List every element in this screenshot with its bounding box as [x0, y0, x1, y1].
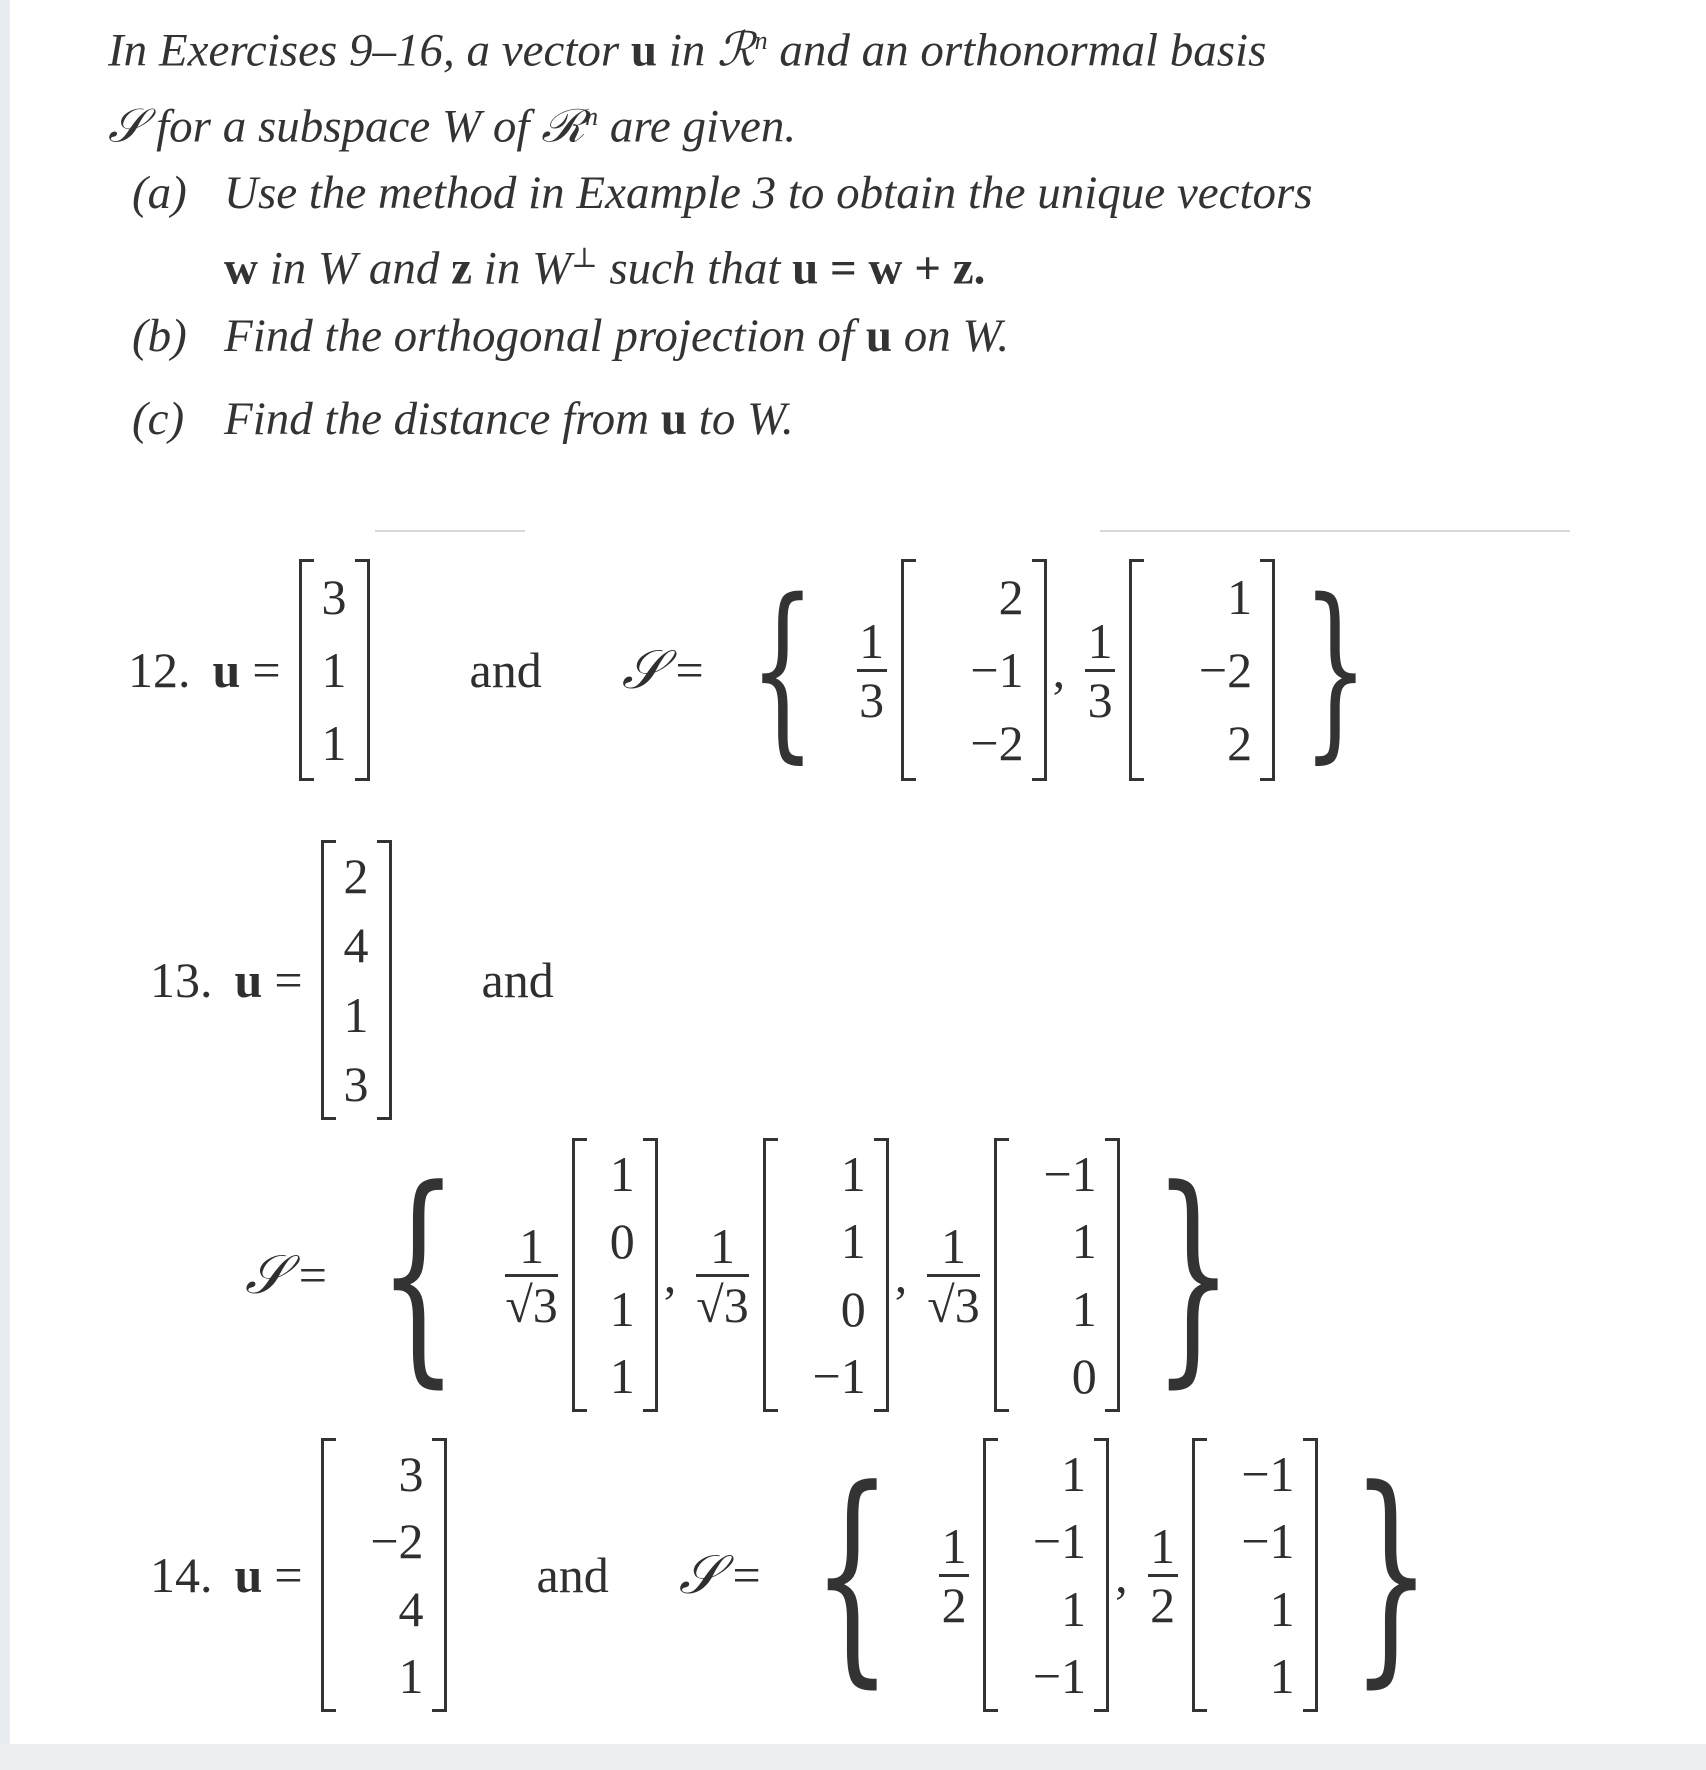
- part-text: Find the distance from: [224, 393, 661, 445]
- intro-text: in ℛ: [657, 24, 755, 77]
- part-text: Find the orthogonal projection of: [224, 310, 866, 362]
- matrix-entry: −2: [970, 715, 1024, 771]
- matrix-entry: −2: [370, 1513, 424, 1570]
- vector-u: u: [212, 642, 241, 698]
- fraction-num: 1: [941, 1517, 967, 1574]
- fraction: [1148, 1518, 1178, 1633]
- equals-sign: =: [298, 1247, 327, 1303]
- fraction: [505, 1218, 557, 1333]
- matrix-entry: 0: [840, 1280, 866, 1337]
- matrix-u: [299, 559, 370, 781]
- matrix-u: [321, 1438, 447, 1712]
- basis-vector-1: [901, 559, 1047, 781]
- fraction-num: 1: [710, 1217, 736, 1274]
- bottom-edge: [0, 1744, 1706, 1770]
- matrix-entry: 3: [398, 1446, 424, 1502]
- comma: ,: [1115, 1547, 1128, 1603]
- part-a: [132, 160, 1632, 302]
- exercise-number: 14.: [150, 1547, 213, 1603]
- exercise-14: [150, 1435, 1464, 1715]
- equals-sign: =: [675, 642, 704, 698]
- fraction-num: 1: [1150, 1517, 1176, 1574]
- matrix-entry: 1: [609, 1347, 635, 1404]
- part-label: (a): [132, 167, 187, 219]
- part-label: (b): [132, 310, 187, 362]
- equals-sign: =: [252, 642, 281, 698]
- matrix-entry: 1: [840, 1146, 866, 1202]
- right-brace: }: [1152, 1141, 1234, 1408]
- fraction-num: 1: [859, 612, 885, 669]
- divider: [375, 530, 525, 532]
- matrix-entry: 1: [321, 715, 347, 771]
- matrix-entry: 1: [1071, 1280, 1097, 1337]
- intro-text: are given.: [598, 100, 797, 153]
- matrix-entry: −1: [970, 642, 1024, 698]
- matrix-entry: 1: [840, 1213, 866, 1270]
- right-brace: }: [1350, 1441, 1431, 1708]
- basis-s: 𝒮: [678, 1544, 721, 1605]
- fraction-num: 1: [1087, 612, 1113, 669]
- right-brace: }: [1302, 559, 1369, 780]
- matrix-entry: −1: [1043, 1146, 1097, 1202]
- fraction: [939, 1518, 969, 1633]
- matrix-entry: 1: [1227, 569, 1253, 625]
- fraction-den: √3: [927, 1276, 980, 1333]
- fraction-den: √3: [505, 1276, 558, 1333]
- matrix-entry: −2: [1198, 642, 1253, 698]
- exercise-12: [128, 555, 1396, 785]
- matrix-entry: 1: [609, 1280, 635, 1337]
- matrix-entry: 0: [609, 1213, 635, 1270]
- matrix-u: [321, 840, 392, 1120]
- vector-z: z: [451, 242, 473, 295]
- fraction-num: 1: [940, 1217, 966, 1274]
- and-word: and: [536, 1547, 609, 1603]
- fraction-den: 2: [1150, 1576, 1176, 1633]
- matrix-entry: 1: [1071, 1213, 1097, 1270]
- exercise-number: 12.: [128, 642, 191, 698]
- equals-sign: =: [274, 952, 303, 1008]
- intro-text: In Exercises 9–16, a vector: [108, 24, 631, 77]
- vector-w: w: [224, 242, 258, 295]
- matrix-entry: −1: [1241, 1446, 1295, 1502]
- matrix-entry: −1: [1032, 1513, 1087, 1570]
- fraction: [857, 613, 887, 728]
- perp-symbol: ⊥: [571, 243, 598, 274]
- vector-u: u: [234, 1547, 263, 1603]
- fraction: [927, 1218, 979, 1333]
- exercise-13-basis: [245, 1135, 1266, 1415]
- fraction-den: 2: [941, 1576, 967, 1633]
- equals-sign: =: [274, 1547, 303, 1603]
- part-label: (c): [132, 393, 185, 445]
- and-word: and: [481, 952, 554, 1008]
- left-brace: {: [811, 1441, 893, 1708]
- superscript-n: n: [754, 26, 768, 55]
- equals-sign: =: [732, 1547, 761, 1603]
- basis-vector-2: [1192, 1438, 1318, 1712]
- matrix-entry: −1: [1241, 1513, 1295, 1570]
- equation: u = w + z.: [792, 242, 986, 295]
- matrix-entry: 0: [1071, 1347, 1097, 1404]
- part-text: in W: [472, 242, 572, 295]
- left-brace: {: [377, 1141, 459, 1408]
- matrix-entry: 3: [343, 1055, 369, 1112]
- basis-vector-1: [983, 1438, 1109, 1712]
- matrix-entry: 1: [398, 1647, 424, 1704]
- matrix-entry: 1: [1061, 1580, 1087, 1637]
- exercise-13: [150, 840, 554, 1120]
- part-b: [132, 303, 1009, 369]
- part-text: to W.: [687, 393, 794, 445]
- comma: ,: [1052, 642, 1066, 698]
- matrix-entry: 4: [398, 1580, 424, 1637]
- basis-vector-1: [572, 1138, 658, 1412]
- divider: [1100, 530, 1570, 532]
- fraction: [1085, 613, 1115, 728]
- basis-vector-2: [1129, 559, 1275, 781]
- left-brace: {: [748, 559, 816, 780]
- matrix-entry: 1: [321, 642, 347, 698]
- comma: ,: [663, 1247, 677, 1303]
- part-text: on W.: [891, 310, 1010, 362]
- intro-text: and an orthonormal basis: [767, 24, 1267, 77]
- matrix-entry: 4: [343, 917, 369, 974]
- matrix-entry: 2: [343, 848, 369, 904]
- intro-paragraph: [108, 8, 1648, 159]
- matrix-entry: 1: [1269, 1647, 1295, 1704]
- exercise-number: 13.: [150, 952, 213, 1008]
- basis-s: 𝒮: [245, 1244, 287, 1305]
- left-edge: [0, 0, 10, 1770]
- matrix-entry: 2: [998, 569, 1024, 625]
- and-word: and: [469, 642, 542, 698]
- basis-vector-2: [763, 1138, 889, 1412]
- vector-u: u: [660, 393, 688, 445]
- fraction-den: 3: [1087, 671, 1113, 728]
- matrix-entry: −1: [812, 1347, 866, 1404]
- matrix-entry: 2: [1227, 715, 1253, 771]
- matrix-entry: 1: [343, 986, 369, 1043]
- part-text: in W and: [257, 242, 452, 295]
- vector-u: u: [234, 952, 263, 1008]
- superscript-n: n: [585, 101, 599, 131]
- part-text: such that: [597, 242, 793, 295]
- matrix-entry: 1: [609, 1146, 635, 1202]
- fraction-den: √3: [696, 1276, 749, 1333]
- basis-vector-3: [994, 1138, 1120, 1412]
- fraction: [696, 1218, 748, 1333]
- matrix-entry: 3: [321, 569, 347, 625]
- vector-u: u: [865, 310, 892, 362]
- vector-u: u: [630, 24, 658, 77]
- matrix-entry: 1: [1269, 1580, 1295, 1637]
- fraction-den: 3: [859, 671, 885, 728]
- fraction-num: 1: [519, 1217, 545, 1274]
- basis-s: 𝒮: [621, 639, 664, 700]
- comma: ,: [894, 1247, 908, 1303]
- matrix-entry: −1: [1032, 1647, 1087, 1704]
- intro-text: 𝒮 for a subspace W of ℛ: [108, 100, 586, 153]
- part-text: Use the method in Example 3 to obtain the unique vectors: [224, 167, 1313, 219]
- part-c: [132, 386, 794, 452]
- matrix-entry: 1: [1061, 1446, 1087, 1502]
